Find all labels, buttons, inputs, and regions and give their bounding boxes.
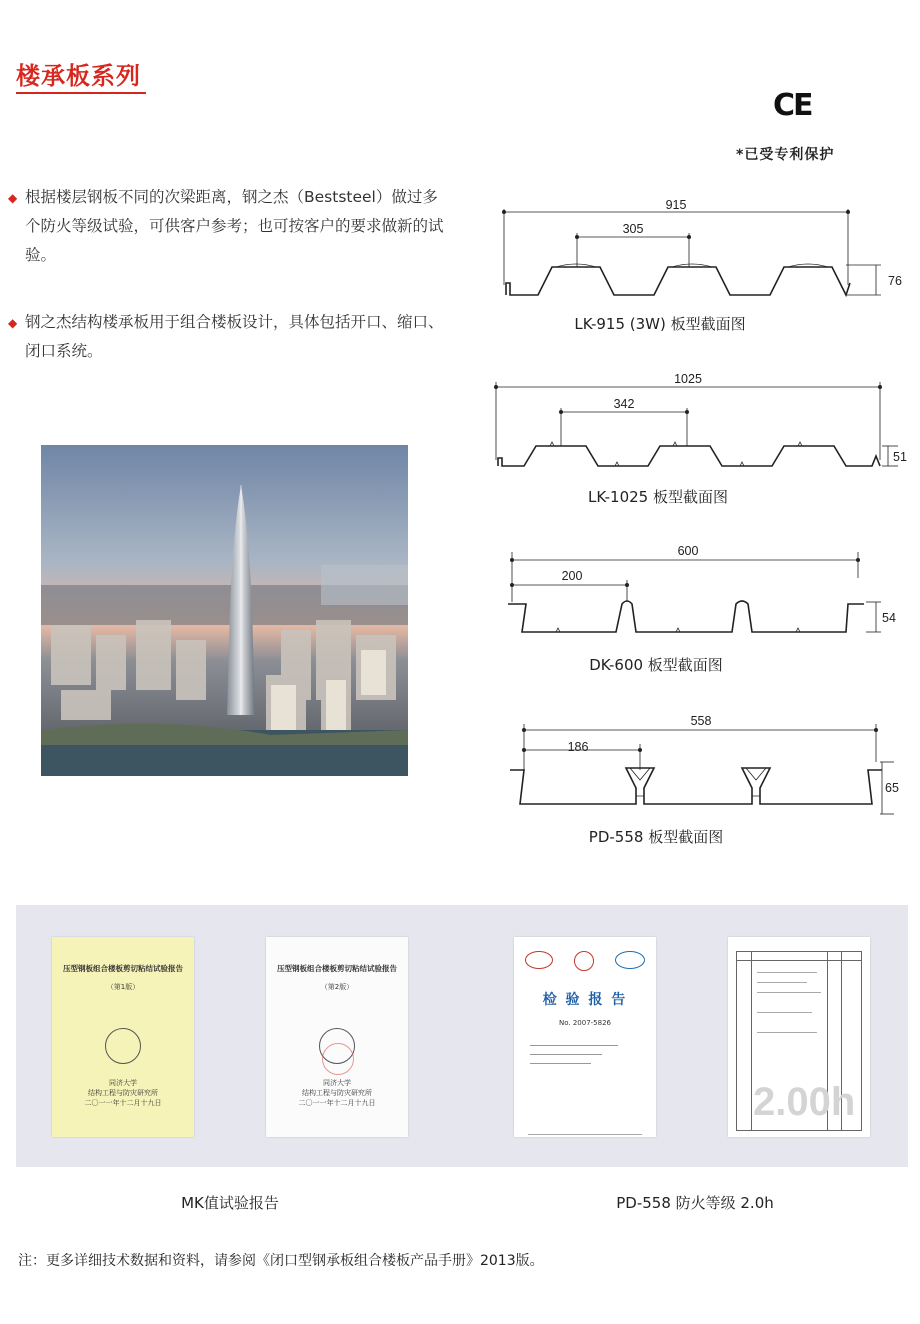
- profile-lk1025-diagram: [488, 370, 918, 480]
- profile-width-label: 600: [677, 544, 699, 558]
- page-title: 楼承板系列: [16, 62, 141, 90]
- university-seal-icon: [319, 1028, 355, 1064]
- profile-caption-lk915: LK-915 (3W) 板型截面图: [574, 315, 746, 333]
- profile-pitch-label: 305: [622, 222, 644, 236]
- fire-rating-table-document: [728, 937, 870, 1137]
- profile-caption-dk600: DK-600 板型截面图: [589, 656, 723, 674]
- profile-pitch-label: 200: [561, 569, 583, 583]
- profile-width-label: 915: [665, 198, 687, 212]
- profile-height-label: 76: [888, 274, 902, 288]
- caption-mk-report: MK值试验报告: [181, 1194, 279, 1212]
- profile-pd558-diagram: [496, 710, 916, 825]
- title-underline: [16, 92, 146, 94]
- intro-bullet-text: 根据楼层钢板不同的次梁距离，钢之杰（Beststeel）做过多个防火等级试验，可供客户参考；也可按客户的要求做新的试验。: [25, 188, 444, 264]
- cal-logo-icon: [574, 951, 594, 971]
- footer-note: 注：更多详细技术数据和资料，请参阅《闭口型钢承板组合楼板产品手册》2013版。: [18, 1253, 544, 1269]
- intro-bullet-text: 钢之杰结构楼承板用于组合楼板设计，具体包括开口、缩口、闭口系统。: [25, 313, 444, 360]
- doc-date: 二〇一一年十二月十九日: [84, 1099, 162, 1107]
- doc-date: 二〇一一年十二月十九日: [298, 1099, 376, 1107]
- mk-report-document-2: [266, 937, 408, 1137]
- doc-title: 压型钢板组合楼板剪切粘结试验报告: [277, 964, 397, 973]
- profile-height-label: 51: [893, 450, 907, 464]
- intro-bullet-1: [8, 183, 448, 270]
- doc-title: 压型钢板组合楼板剪切粘结试验报告: [63, 964, 183, 973]
- mk-report-document-1: [52, 937, 194, 1137]
- caption-pd-fire-rating: PD-558 防火等级 2.0h: [616, 1194, 774, 1212]
- profile-height-label: 65: [885, 781, 899, 795]
- doc-dept: 结构工程与防灾研究所: [88, 1089, 158, 1097]
- profile-caption-pd558: PD-558 板型截面图: [588, 828, 724, 846]
- cma-logo-icon: [525, 951, 553, 969]
- ce-mark: CE: [773, 88, 812, 123]
- doc-title: 检 验 报 告: [542, 992, 628, 1008]
- doc-edition: （第2版）: [320, 983, 354, 991]
- doc-table: [736, 951, 862, 1131]
- profile-caption-lk1025: LK-1025 板型截面图: [588, 488, 728, 506]
- skyscraper-photo: [41, 445, 408, 776]
- profile-pitch-label: 186: [567, 740, 589, 754]
- inspection-report-document: [514, 937, 656, 1137]
- profile-width-label: 558: [690, 714, 712, 728]
- red-stamp-icon: [322, 1043, 354, 1075]
- doc-org: 同济大学: [109, 1079, 137, 1087]
- patent-note: *已受专利保护: [736, 147, 835, 163]
- doc-footer-line: [528, 1134, 642, 1135]
- university-seal-icon: [105, 1028, 141, 1064]
- intro-bullet-2: [8, 308, 448, 366]
- fire-rating-watermark: 2.00h: [753, 1080, 856, 1124]
- doc-dept: 结构工程与防灾研究所: [302, 1089, 372, 1097]
- profile-width-label: 1025: [674, 372, 702, 386]
- doc-org: 同济大学: [323, 1079, 351, 1087]
- certification-logos: [514, 937, 656, 971]
- cnas-logo-icon: [615, 951, 645, 969]
- doc-body-lines: [530, 1045, 640, 1064]
- profile-pitch-label: 342: [613, 397, 635, 411]
- profile-height-label: 54: [882, 611, 896, 625]
- bullet-diamond-icon: ◆: [8, 316, 18, 330]
- bullet-diamond-icon: ◆: [8, 191, 18, 205]
- doc-edition: （第1版）: [106, 983, 140, 991]
- certificate-panel: [16, 905, 908, 1167]
- doc-number: No. 2007-5826: [558, 1019, 611, 1027]
- profile-dk600-diagram: [496, 540, 916, 650]
